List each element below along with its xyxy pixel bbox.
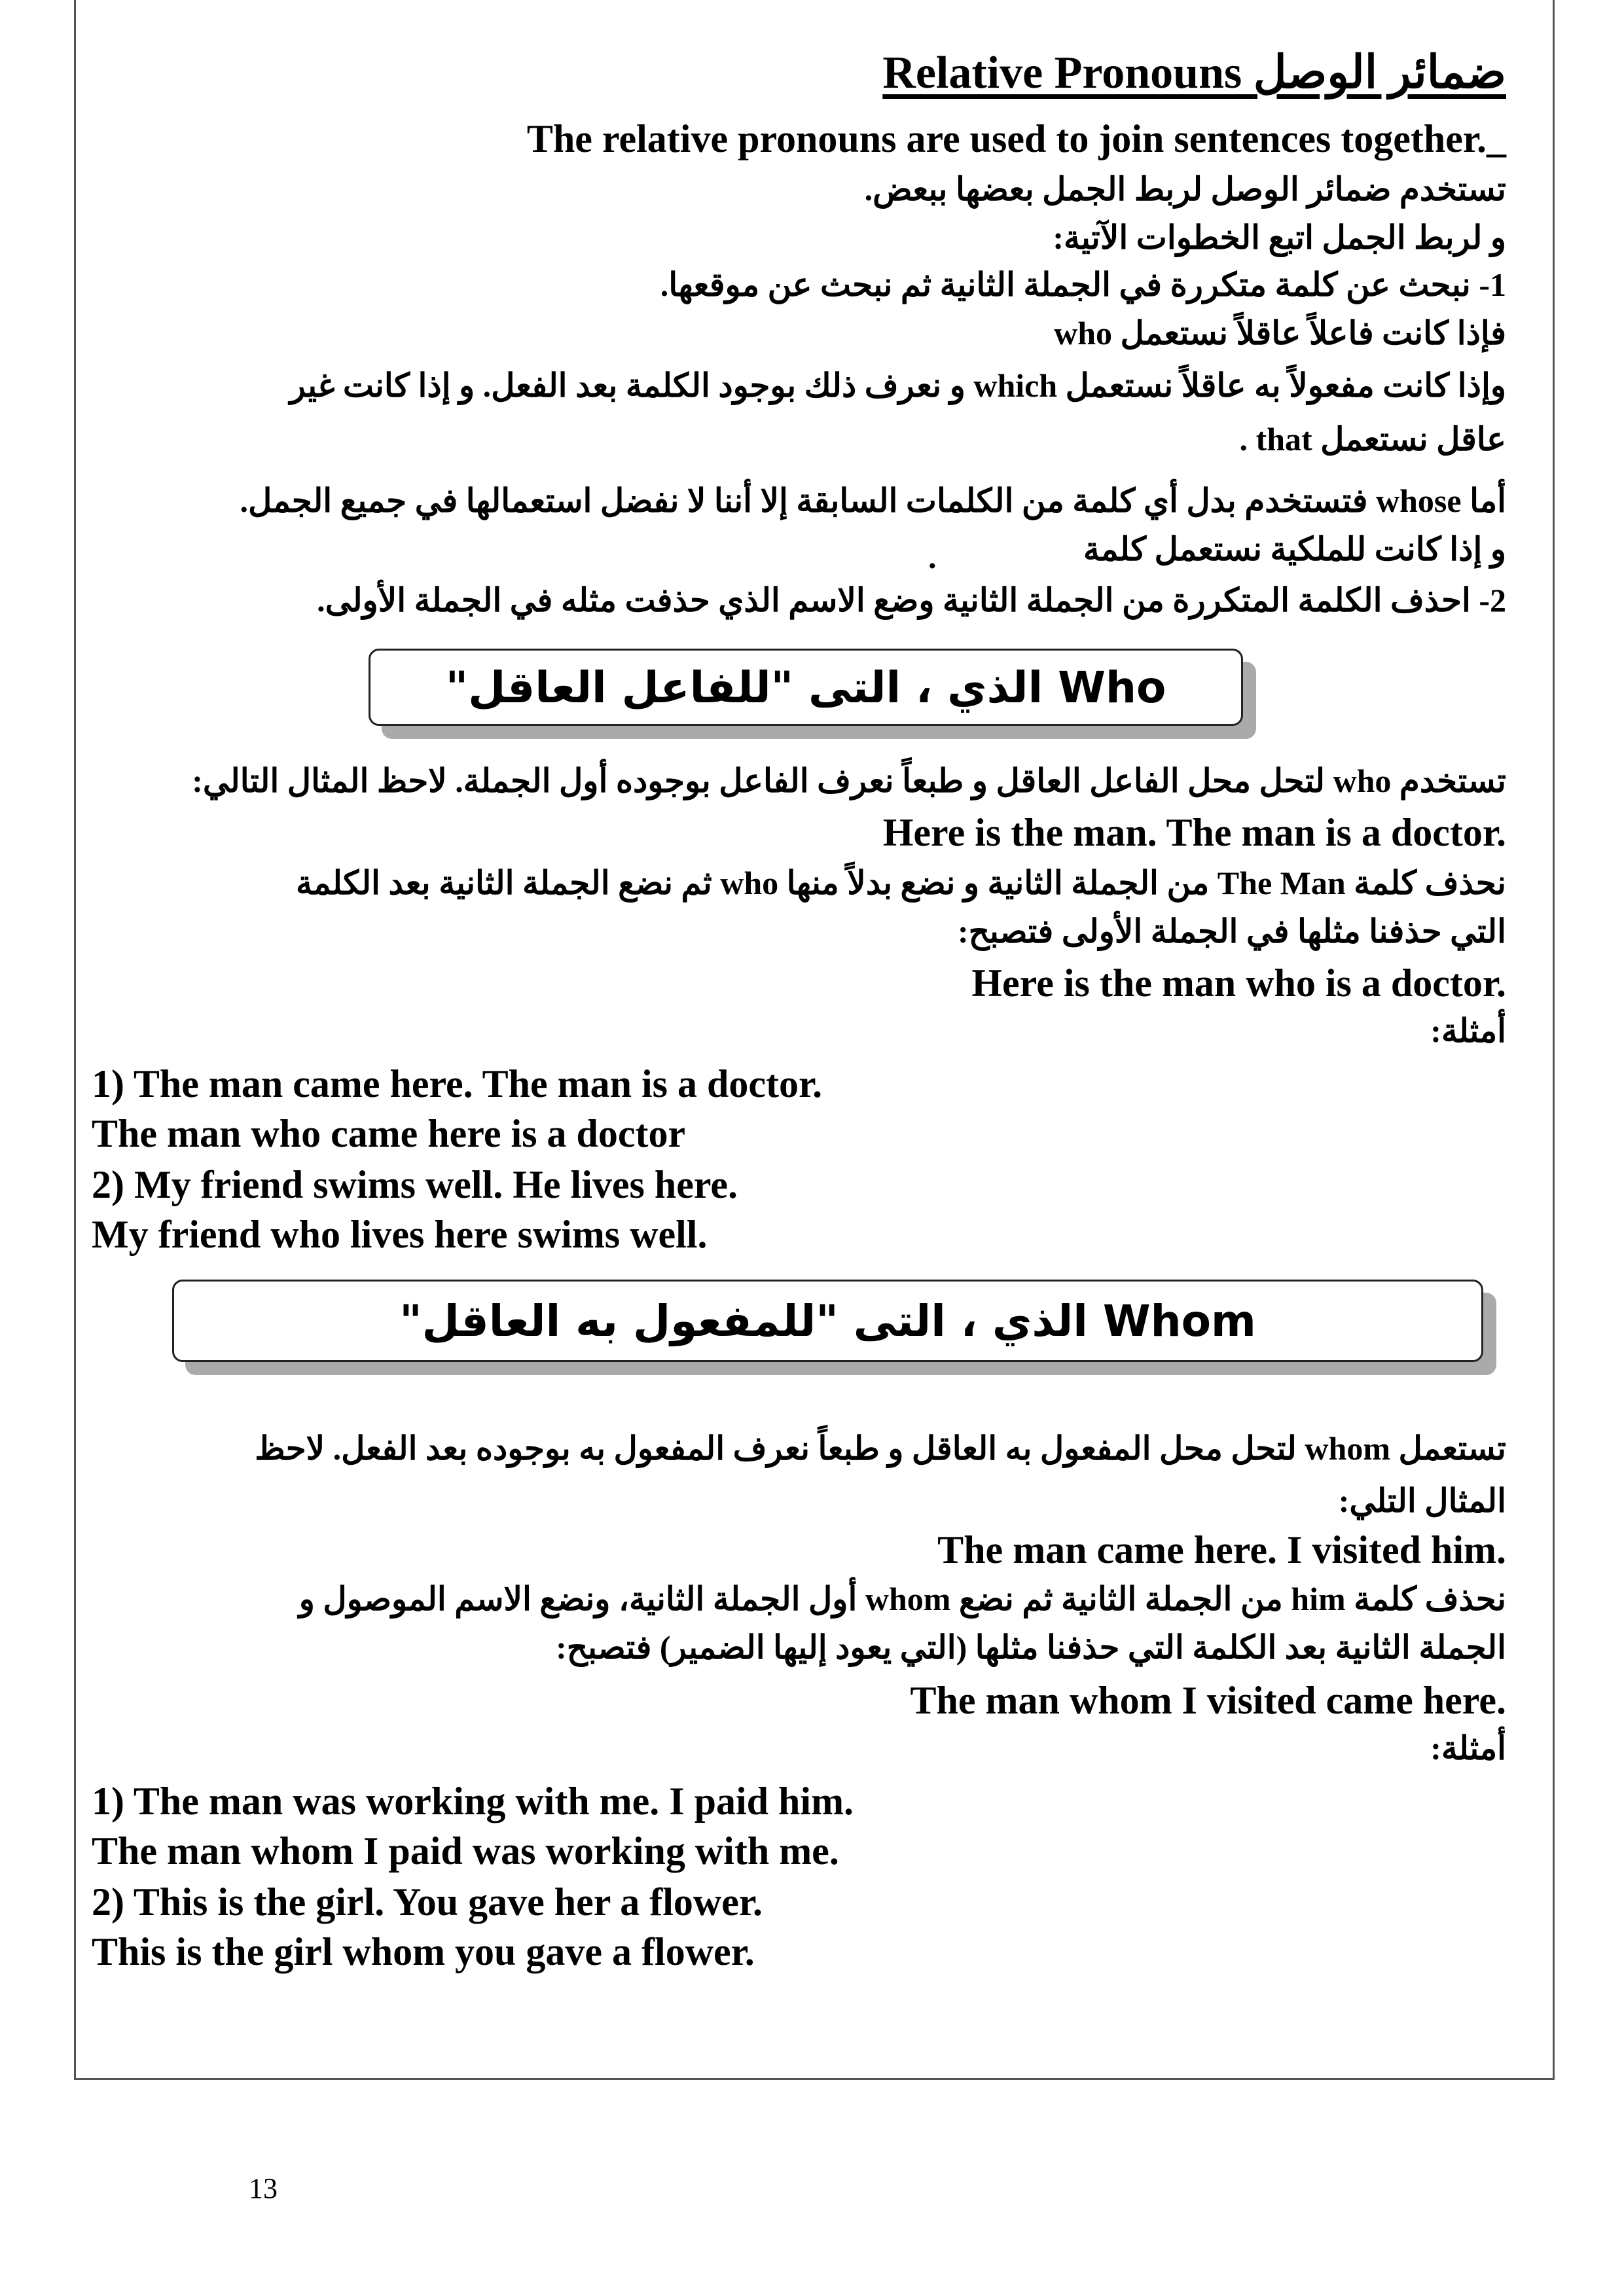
whom-example-1: 1) The man was working with me. I paid him. [92,1780,854,1823]
who-rule-line: فإذا كانت فاعلاً عاقلاً نستعمل who [1054,315,1506,351]
who-explanation: تستخدم who لتحل محل الفاعل العاقل و طبعاً نعرف الفاعل بوجوده أول الجملة. لاحظ المثال التالي: [192,762,1506,799]
page-number: 13 [249,2172,278,2204]
whom-explanation-1: تستعمل whom لتحل محل المفعول به العاقل و طبعاً نعرف المفعول به بوجوده بعد الفعل. لاحظ [255,1430,1506,1467]
whom-heading: Whom الذي ، التى "للمفعول به العاقل" [399,1295,1256,1346]
whom-heading-box [172,1280,1483,1362]
intro-english: The relative pronouns are used to join sentences together._ [526,117,1506,160]
who-example-2: 2) My friend swims well. He lives here. [92,1163,738,1206]
whom-example-1-answer: The man whom I paid was working with me. [92,1829,839,1873]
possession-dot: . [928,539,937,575]
whom-examples-label: أمثلة: [1430,1730,1506,1767]
step-2-line: 2- احذف الكلمة المتكررة من الجملة الثانية وضع الاسم الذي حذفت مثله في الجملة الأولى. [317,582,1506,619]
whom-step-1: نحذف كلمة him من الجملة الثانية ثم نضع whom أول الجملة الثانية، ونضع الاسم الموصول و [298,1581,1506,1617]
who-example: Here is the man. The man is a doctor. [882,811,1506,854]
whom-example-2-answer: This is the girl whom you gave a flower. [92,1930,755,1973]
that-rule-line: عاقل نستعمل that . [1239,421,1506,457]
intro-arabic-2: و لربط الجمل اتبع الخطوات الآتية: [1053,219,1506,256]
step-1-line: 1- نبحث عن كلمة متكررة في الجملة الثانية ثم نبحث عن موقعها. [660,266,1506,303]
page-title: Relative Pronouns ضمائر الوصل [882,48,1506,98]
who-heading-box [369,649,1243,726]
intro-arabic-1: تستخدم ضمائر الوصل لربط الجمل بعضها ببعض. [864,171,1506,207]
whose-rule-line: أما whose فتستخدم بدل أي كلمة من الكلمات السابقة إلا أننا لا نفضل استعمالها في جميع الجمل. [240,482,1506,519]
which-rule-line: وإذا كانت مفعولاً به عاقلاً نستعمل which و نعرف ذلك بوجود الكلمة بعد الفعل. و إذا كانت غير [289,367,1506,404]
whom-example-2: 2) This is the girl. You gave her a flower. [92,1880,763,1924]
who-result: Here is the man who is a doctor. [971,961,1506,1005]
who-example-1-answer: The man who came here is a doctor [92,1112,686,1155]
who-examples-label: أمثلة: [1430,1013,1506,1049]
who-example-1: 1) The man came here. The man is a doctor. [92,1062,823,1105]
possession-line: و إذا كانت للملكية نستعمل كلمة [1083,531,1506,567]
whom-example: The man came here. I visited him. [937,1528,1506,1571]
who-step-1: نحذف كلمة The Man من الجملة الثانية و نضع بدلاً منها who ثم نضع الجملة الثانية بعد الكلمة [295,865,1506,901]
who-heading: Who الذي ، التى "للفاعل العاقل" [445,662,1166,713]
whom-explanation-2: المثال التلي: [1338,1482,1506,1519]
who-example-2-answer: My friend who lives here swims well. [92,1213,708,1256]
whom-result: The man whom I visited came here. [910,1679,1506,1722]
whom-step-2: الجملة الثانية بعد الكلمة التي حذفنا مثلها (التي يعود إليها الضمير) فتصبح: [556,1629,1506,1666]
who-step-2: التي حذفنا مثلها في الجملة الأولى فتصبح: [957,913,1506,950]
